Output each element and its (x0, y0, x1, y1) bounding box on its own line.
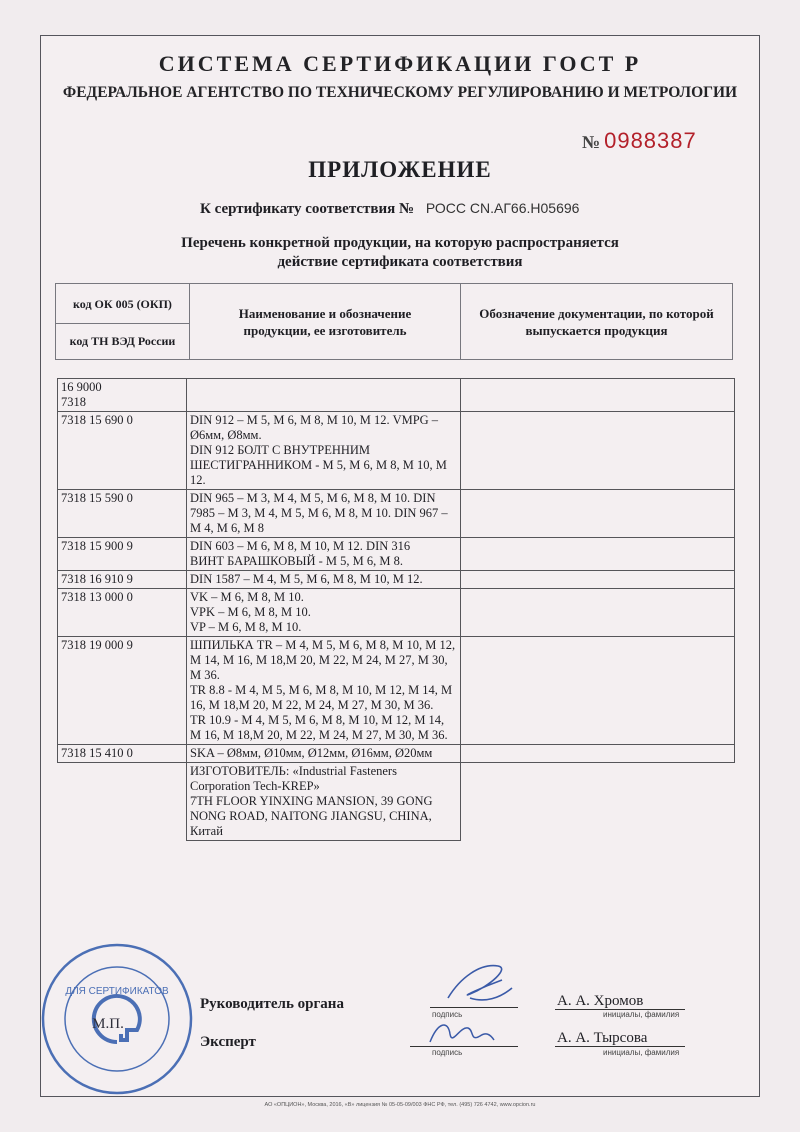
row-doc (461, 637, 735, 745)
blank-number-value: 0988387 (604, 128, 697, 153)
products-subtitle (40, 234, 760, 272)
certificate-reference-number: РОСС CN.АГ66.Н05696 (425, 200, 580, 216)
round-seal (40, 942, 195, 1097)
manufacturer-info: ИЗГОТОВИТЕЛЬ: «Industrial Fasteners Corporation Tech-KREP» 7TH FLOOR YINXING MANSION, 39 GONG NONG ROAD, NAITONG JIANGSU, CHINA, Китай (187, 763, 461, 841)
table-header (55, 283, 733, 360)
row-product: SKA – Ø8мм, Ø10мм, Ø12мм, Ø16мм, Ø20мм (187, 745, 461, 763)
row-product: DIN 965 – M 3, M 4, M 5, M 6, M 8, M 10. DIN 7985 – M 3, M 4, M 5, M 6, M 8, M 10. DIN 967 – M 4, M 6, M 8 (187, 490, 461, 538)
row-product: DIN 912 – M 5, M 6, M 8, M 10, M 12. VMPG – Ø6мм, Ø8мм. DIN 912 БОЛТ С ВНУТРЕННИМ ШЕСТИГРАННИКОМ - М 5, М 6, М 8, М 10, М 12. (187, 412, 461, 490)
head-name-caption: инициалы, фамилия (603, 1010, 680, 1019)
row-code: 7318 15 900 9 (58, 538, 187, 571)
head-label: Руководитель органа (200, 996, 344, 1012)
expert-name-line (555, 1046, 685, 1047)
certificate-reference-label: К сертификату соответствия № (200, 201, 415, 217)
row-code: 16 9000 7318 (58, 379, 187, 412)
number-sign: № (582, 132, 601, 152)
expert-name: А. А. Тырсова (557, 1030, 648, 1046)
subtitle-line-1: Перечень конкретной продукции, на которую распространяется (181, 235, 619, 251)
head-sign-caption: подпись (432, 1010, 463, 1019)
row-code: 7318 15 410 0 (58, 745, 187, 763)
certificate-reference (200, 200, 579, 218)
table-row (58, 589, 735, 637)
blank-number (582, 128, 697, 154)
row-product: DIN 603 – M 6, M 8, M 10, M 12. DIN 316 ВИНТ БАРАШКОВЫЙ - М 5, М 6, М 8. (187, 538, 461, 571)
row-code: 7318 15 590 0 (58, 490, 187, 538)
row-code: 7318 16 910 9 (58, 571, 187, 589)
row-product: DIN 1587 – M 4, M 5, M 6, M 8, M 10, M 12. (187, 571, 461, 589)
head-name: А. А. Хромов (557, 993, 644, 1009)
row-code: 7318 13 000 0 (58, 589, 187, 637)
row-doc (461, 379, 735, 412)
header-okp-code: код ОК 005 (ОКП) (56, 284, 189, 324)
table-row (58, 490, 735, 538)
subtitle-line-2: действие сертификата соответствия (277, 254, 523, 270)
header-product-name: Наименование и обозначение продукции, ее изготовитель (190, 284, 461, 359)
expert-signature (420, 1012, 500, 1052)
head-signature (440, 958, 520, 1008)
header-tnved-code: код ТН ВЭД России (69, 334, 176, 348)
row-doc (461, 412, 735, 490)
table-row (58, 745, 735, 763)
header-col-codes (56, 284, 190, 359)
row-code: 7318 19 000 9 (58, 637, 187, 745)
table-row (58, 412, 735, 490)
agency-title: ФЕДЕРАЛЬНОЕ АГЕНТСТВО ПО ТЕХНИЧЕСКОМУ РЕГУЛИРОВАНИЮ И МЕТРОЛОГИИ (62, 84, 738, 101)
table-row (58, 379, 735, 412)
manufacturer-row (58, 763, 735, 841)
stamp-mp: М.П. (92, 1016, 124, 1032)
products-table (57, 378, 735, 841)
stamp-text: ДЛЯ СЕРТИФИКАТОВ (65, 986, 169, 997)
row-product (187, 379, 461, 412)
row-doc (461, 490, 735, 538)
system-title: СИСТЕМА СЕРТИФИКАЦИИ ГОСТ Р (158, 51, 642, 76)
expert-sign-caption: подпись (432, 1048, 463, 1057)
table-row (58, 538, 735, 571)
page-heading: ПРИЛОЖЕНИЕ (308, 157, 492, 182)
print-footer: АО «ОПЦИОН», Москва, 2016, «В» лицензия № 05-05-09/003 ФНС РФ, тел. (495) 726 4742, www.opcion.ru (264, 1102, 536, 1108)
table-row (58, 571, 735, 589)
row-product: VK – M 6, M 8, M 10. VPK – M 6, M 8, M 10. VP – M 6, M 8, M 10. (187, 589, 461, 637)
header-documentation: Обозначение документации, по которой выпускается продукция (479, 305, 714, 338)
row-code: 7318 15 690 0 (58, 412, 187, 490)
table-row (58, 637, 735, 745)
expert-name-caption: инициалы, фамилия (603, 1048, 680, 1057)
row-doc (461, 538, 735, 571)
expert-label: Эксперт (200, 1034, 256, 1050)
row-doc (461, 745, 735, 763)
row-doc (461, 589, 735, 637)
row-product: ШПИЛЬКА TR – M 4, M 5, M 6, M 8, M 10, M 12, M 14, M 16, M 18,M 20, M 22, M 24, M 27, M 30, M 36. TR 8.8 - M 4, M 5, M 6, M 8, M 10, M 12, M 14, M 16, M 18,M 20, M 22, M 24, M 27, M 30, M 36. TR 10.9 - M 4, M 5, M 6, M 8, M 10, M 12, M 14, M 16, M 18,M 20, M 22, M 24, M 27, M 30, M 36. (187, 637, 461, 745)
row-doc (461, 571, 735, 589)
